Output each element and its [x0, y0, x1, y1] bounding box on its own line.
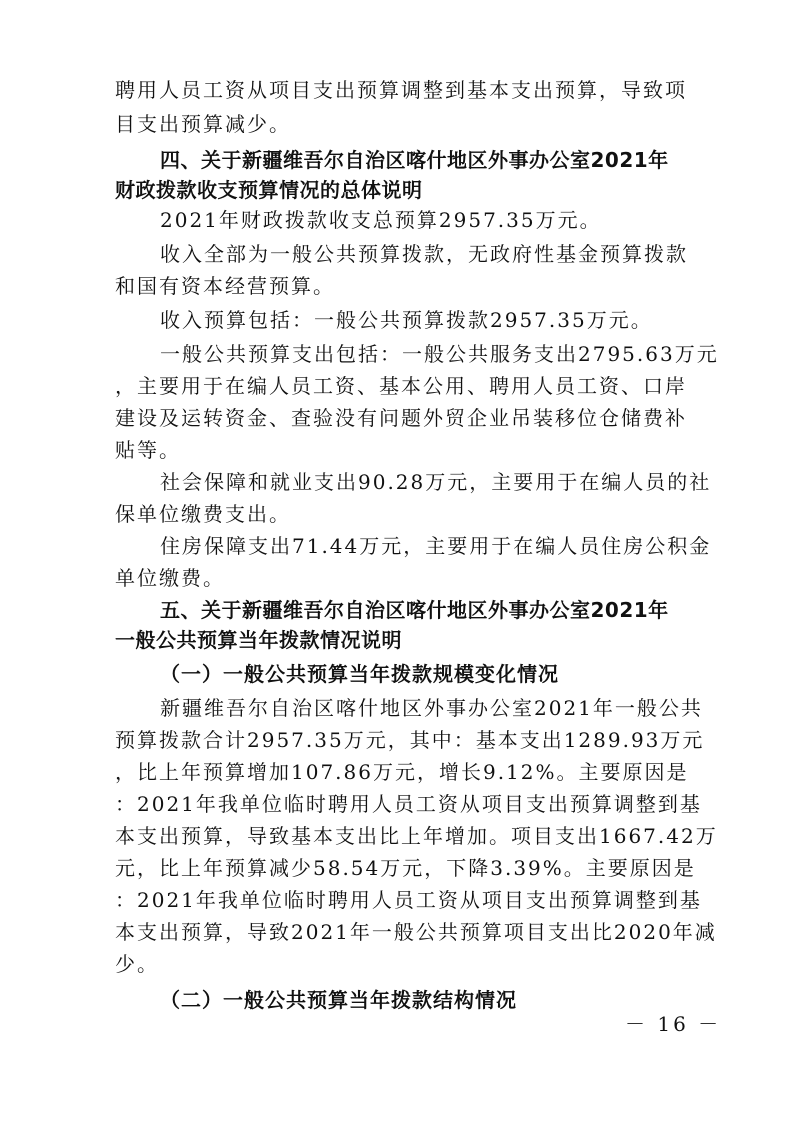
- body-text-line: 新疆维吾尔自治区喀什地区外事办公室2021年一般公共: [160, 696, 703, 720]
- body-text-line: 贴等。: [115, 438, 181, 462]
- body-text-line: 本支出预算，导致基本支出比上年增加。项目支出1667.42万: [115, 824, 718, 848]
- section-heading-5-cont: 一般公共预算当年拨款情况说明: [115, 628, 402, 652]
- body-text-line: 聘用人员工资从项目支出预算调整到基本支出预算，导致项: [115, 78, 687, 102]
- body-text-line: ，比上年预算增加107.86万元，增长9.12%。主要原因是: [115, 760, 689, 784]
- body-text-line: 少。: [115, 952, 159, 976]
- section-heading-4: 四、关于新疆维吾尔自治区喀什地区外事办公室2021年: [160, 148, 669, 172]
- subsection-heading-2: （二）一般公共预算当年拨款结构情况: [160, 988, 517, 1012]
- section-heading-5: 五、关于新疆维吾尔自治区喀什地区外事办公室2021年: [160, 598, 669, 622]
- section-heading-4-cont: 财政拨款收支预算情况的总体说明: [115, 178, 423, 202]
- body-text-line: ，主要用于在编人员工资、基本公用、聘用人员工资、口岸: [115, 374, 687, 398]
- body-text-line: 预算拨款合计2957.35万元，其中：基本支出1289.93万元: [115, 728, 705, 752]
- body-text-line: 收入全部为一般公共预算拨款，无政府性基金预算拨款: [160, 242, 688, 266]
- body-text-line: 元，比上年预算减少58.54万元，下降3.39%。主要原因是: [115, 856, 696, 880]
- body-text-line: 和国有资本经营预算。: [115, 274, 335, 298]
- body-text-line: ：2021年我单位临时聘用人员工资从项目支出预算调整到基: [115, 792, 702, 816]
- body-text-line: ：2021年我单位临时聘用人员工资从项目支出预算调整到基: [115, 888, 702, 912]
- body-text-line: 收入预算包括：一般公共预算拨款2957.35万元。: [160, 308, 653, 332]
- body-text-line: 建设及运转资金、查验没有问题外贸企业吊装移位仓储费补: [115, 406, 687, 430]
- body-text-line: 一般公共预算支出包括：一般公共服务支出2795.63万元: [160, 342, 719, 366]
- body-text-line: 本支出预算，导致2021年一般公共预算项目支出比2020年减: [115, 920, 717, 944]
- body-text-line: 保单位缴费支出。: [115, 502, 291, 526]
- subsection-heading-1: （一）一般公共预算当年拨款规模变化情况: [160, 662, 559, 686]
- body-text-line: 社会保障和就业支出90.28万元，主要用于在编人员的社: [160, 470, 712, 494]
- body-text-line: 目支出预算减少。: [115, 112, 291, 136]
- page-number: － 16 －: [625, 1012, 722, 1036]
- body-text-line: 住房保障支出71.44万元，主要用于在编人员住房公积金: [160, 534, 712, 558]
- body-text-line: 2021年财政拨款收支总预算2957.35万元。: [160, 208, 602, 232]
- body-text-line: 单位缴费。: [115, 566, 225, 590]
